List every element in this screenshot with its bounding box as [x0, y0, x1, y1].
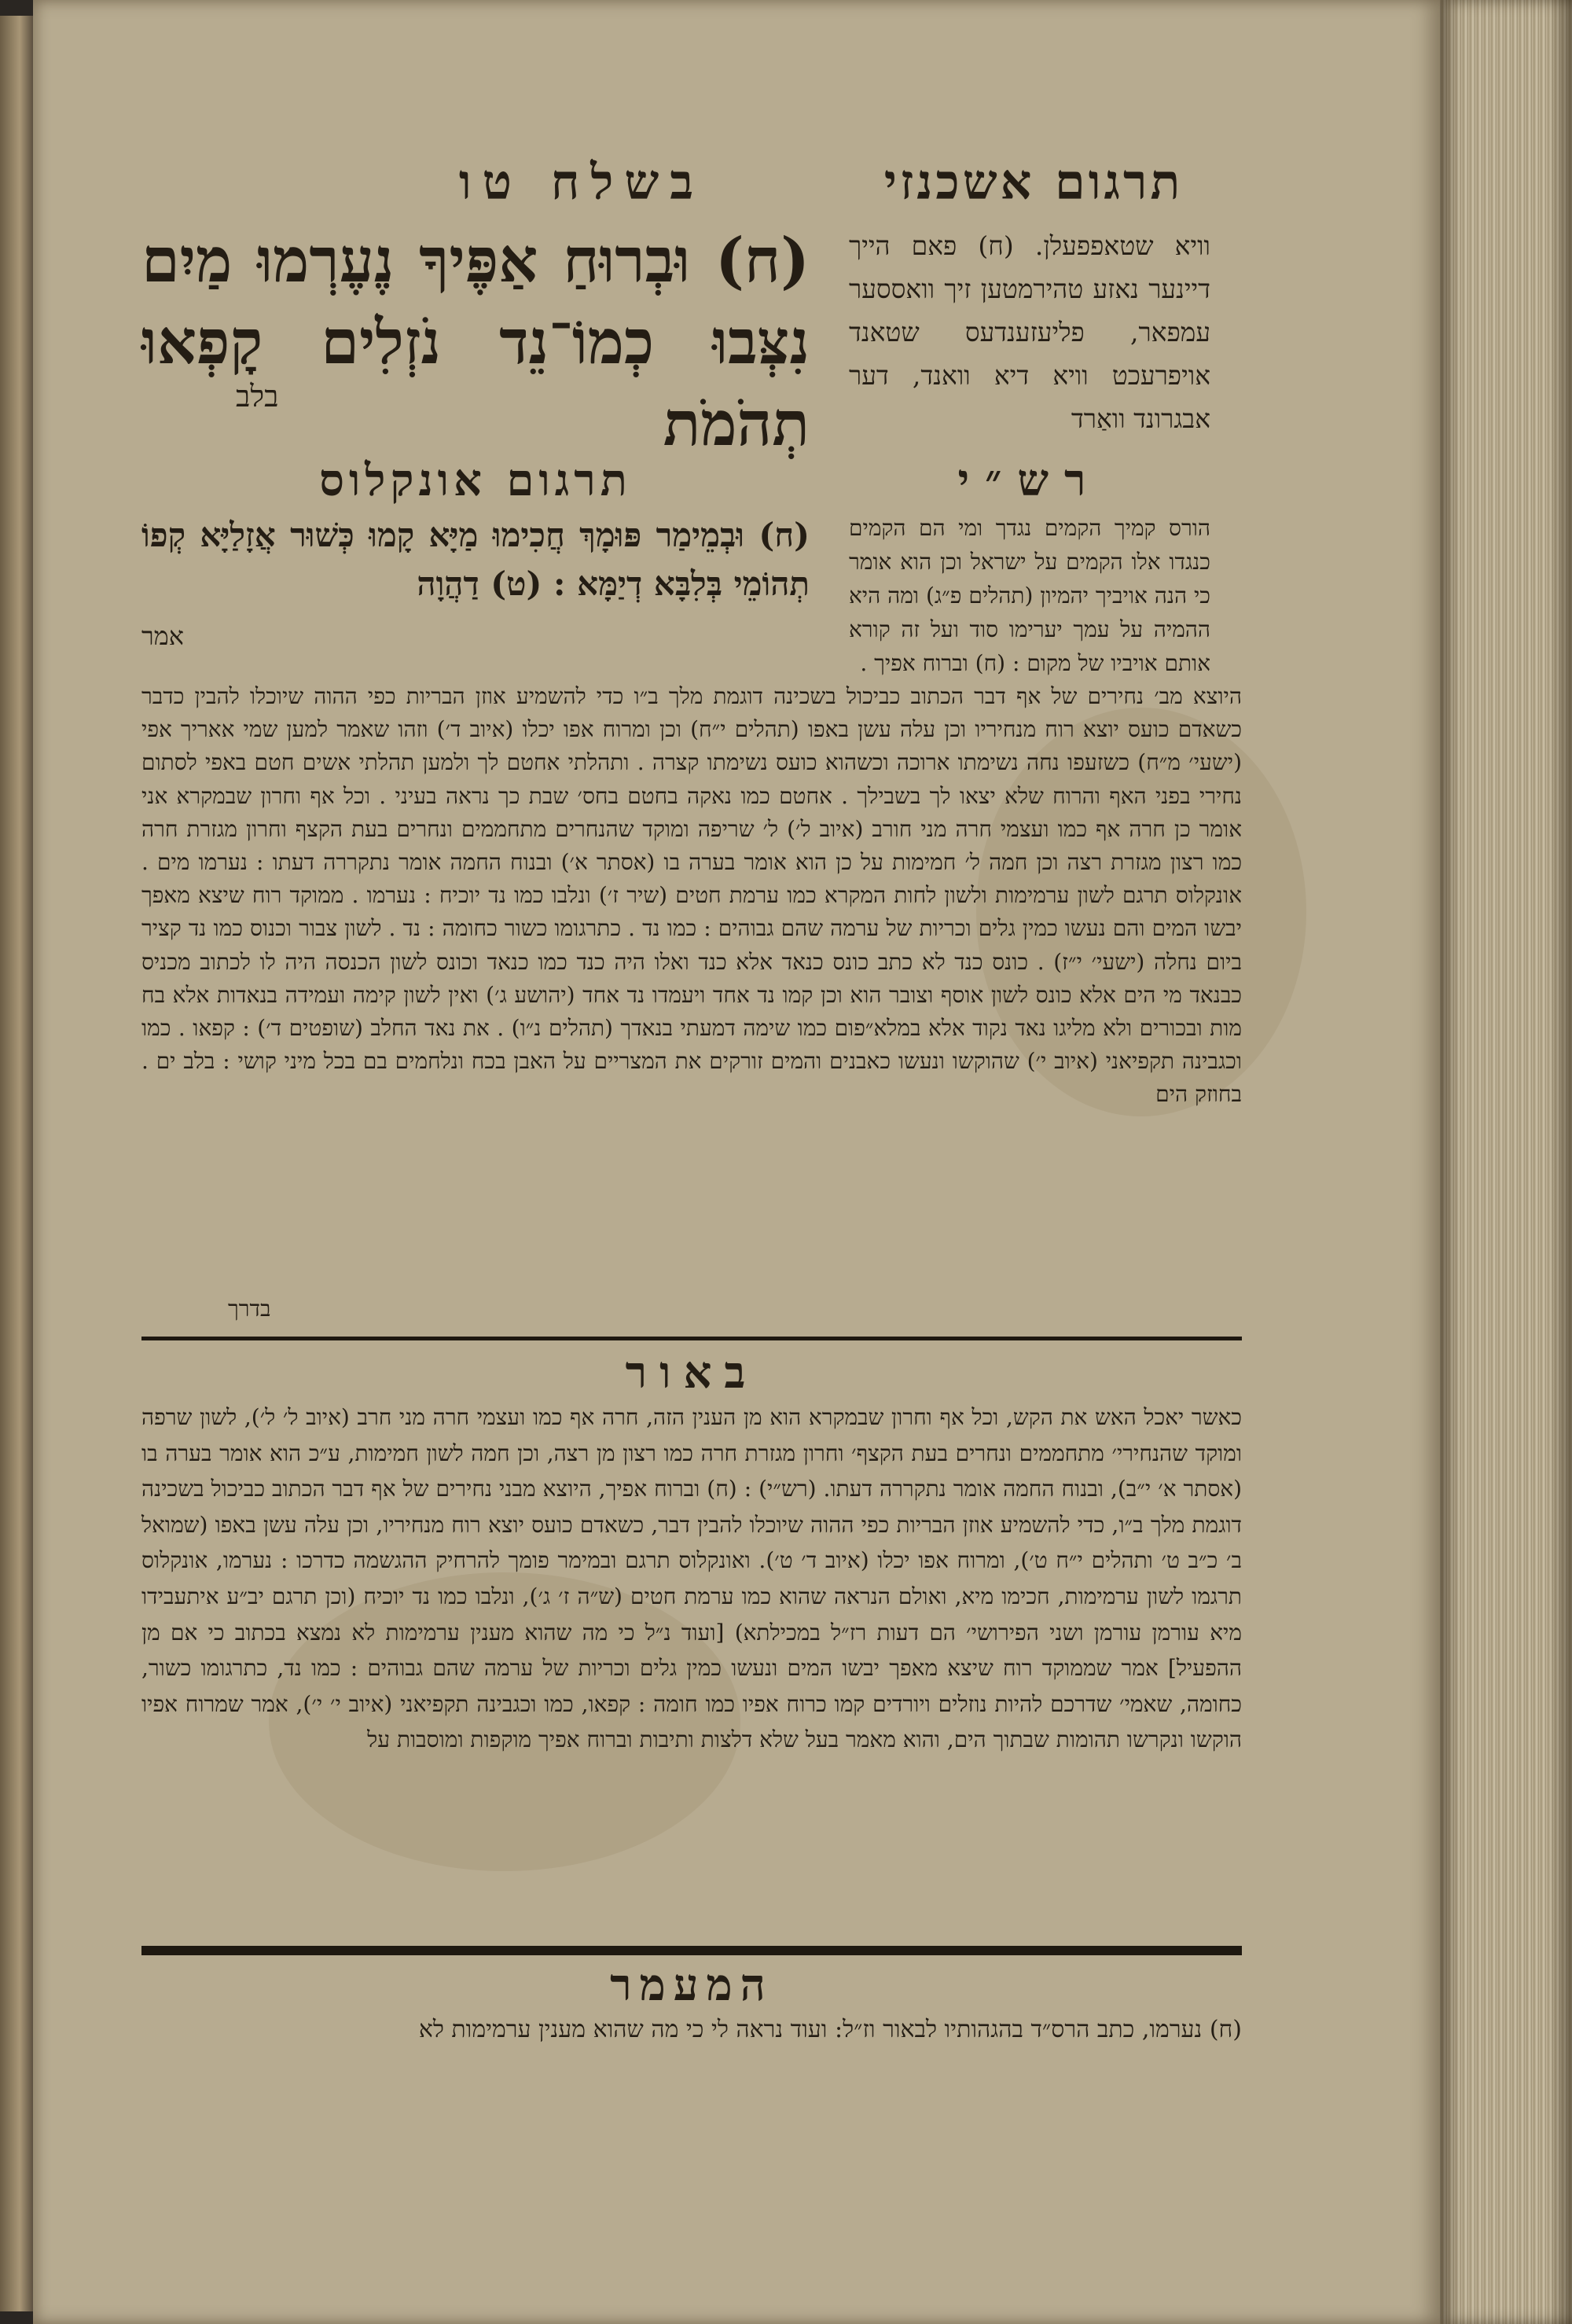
- running-head-right: תרגום אשכנזי: [883, 153, 1184, 211]
- rashi-top-text: הורס קמיך הקמים נגדך ומי הם הקמים כנגדו אלו הקמים על ישראל וכן הוא אומר כי הנה אויביך יהמיון (תהלים פ״ג) ומה היא ההמיה על עמך יערימו סוד ועל זה קורא אותם אויביו של מקום : (ח) וברוח אפיך .: [849, 515, 1210, 676]
- running-head-left: בשלח טו: [458, 153, 705, 211]
- page-stack-edge: [1440, 0, 1572, 2324]
- meamer-title: המעמר: [610, 1959, 773, 2011]
- verse-catchword: בלב: [236, 379, 279, 414]
- onkelos-catchword: אמר: [141, 621, 184, 651]
- rashi-main-text: היוצא מב׳ נחירים של אף דבר הכתוב כביכול בשכינה דוגמת מלך ב״ו כדי להשמיע אוזן הבריות כפי ההוה שיוכלו להבין כדבר כשאדם כועס יוצא רוח מנחיריו וכן עלה עשן באפו (תהלים י״ח) וכן ומרוח אפו יכלו (איוב ד׳) וזהו שאמר למען שמי אאריך אפי (ישעי׳ מ״ח) כשזעפו נחה נשימתו ארוכה וכשהוא כועס נשימתו קצרה . ותהלתי אחטם לך ולמען תהלתי אשים חטם באפי לסתום נחירי בפני האף והרוח שלא יצאו לך בשבילך . אחטם כמו נאקה בחטם בחס׳ שבת כך נראה בעיני . וכל אף וחרון שבמקרא אני אומר כן חרה אף כמו ועצמי חרה מני חורב (איוב ל׳) ל׳ שריפה ומוקד שהנחרים מתחממים ונחרים בעת הקצף וחרון מגזרת חרה כמו רצון מגזרת רצה וכן חמה ל׳ חמימות על כן הוא אומר בערה בו (אסתר א׳) ובנוח החמה אומר נתקררה דעתו : נערמו מים . אונקלוס תרגם לשון ערמימות ולשון לחות המקרא כמו ערמת חטים (שיר ז׳) ונלבו כמו נד יוכיח : נערמו . ממוקד רוח שיצא מאפך יבשו המים והם נעשו כמין גלים וכריות של ערמה שהם גבוהים : כמו נד . כתרגומו כשור כחומה : נד . לשון צבור וכנוס כמו נד קציר ביום נחלה (ישעי׳ י״ז) . כונס כנד לא כתב כונס כנאד אלא כנד ואלו היה כנד כמו כנאד וכונס לשון הכנסה היה לו לכתוב מכניס כבנאד מי הים אלא כונס לשון אוסף וצובר הוא וכן קמו נד אחד ויעמדו נד אחד (יהושע ג׳) ואין לשון קימה ועמידה בנאדות אלא בח מות ובכורים ולא מליגו נאד נקוד אלא במלא״פום כמו שימה דמעתי בנאדך (תהלים נ״ו) . את נאד החלב (שופטים ד׳) : קפאו . כמו וכגבינה תקפיאני (איוב י׳) שהוקשו ונעשו כאבנים והמים זורקים את המצריים על האבן בכח ונלחמים בם בכל מיני קושי : בלב ים . בחוזק הים: [141, 683, 1242, 1108]
- rashi-title: רש״י: [957, 454, 1102, 506]
- biur-text: כאשר יאכל האש את הקש, וכל אף וחרון שבמקרא הוא מן הענין הזה, חרה אף כמו ועצמי חרה מני חרב (איוב ל׳ ל׳), לשון שרפה ומוקד שהנחירי׳ מתחממים ונחרים בעת הקצף׳ וחרון מגזרת חרה כמו רצון מן רצה, וכן חמה לשון חמימות, ע״כ הוא אומר בערה בו (אסתר א׳ י״ב), ובנוח החמה אומר נתקררה דעתו. (רש״י) : (ח) וברוח אפיך, היוצא מבני נחירים של אף דבר הכתוב כביכול בשכינה דוגמת מלך ב״ו, כדי להשמיע אוזן הבריות כפי ההוה שיוכלו להבין דבר, כשאדם כועס יוצא רוח מנחיריו, וכן עלה עשן באפו (שמואל ב׳ כ״ב ט׳ ותהלים י״ח ט׳), ומרוח אפו יכלו (איוב ד׳ ט׳). ואונקלוס תרגם ובמימר פומך להרחיק ההגשמה כדרכו : נערמו, אונקלוס תרגמו לשון ערמימות, חכימו מיא, ואולם הנראה שהוא כמו ערמת חטים (ש״ה ז׳ ג׳), ונלבו כמו נד יוכיח (וכן תרגם יב״ע איתעבידו מיא עורמן עורמן ושני הפירושי׳ הם דעות רז״ל במכילתא) [ועוד נ״ל כי מה שהוא מענין ערמימות לא נמצא בכתוב כי אם מן ההפעיל] אמר שממוקד רוח שיצא מאפך יבשו המים ונעשו כמין גלים וכריות של ערמה שהם גבוהים : כמו נד, כתרגומו כשור, כחומה, שאמי׳ שדרכם להיות נוזלים ויורדים קמו כרוח אפיו כמו חומה : קפאו, כמו וכגבינה תקפיאני (איוב י׳ י׳), אמר שמרוח אפיו הוקשו ונקרשו תהומות שבתוך הים, והוא מאמר בעל שלא דלצות ותיבות וברוח אפיך מוקפות ומוסבות על: [141, 1404, 1242, 1753]
- meamer-text: (ח) נערמו, כתב הרס״ד בהגהותיו לבאור וז״ל: ועוד נראה לי כי מה שהוא מענין ערמימות לא: [418, 2016, 1242, 2043]
- targum-ashkenazi-text: וויא שטאפפעלן. (ח) פאם הייך דיינער נאזע טהירמטען זיך וואססער עמפאר, פליעזענדעס שטאנד אויפרעכט וויא דיא וואנד, דער אבגרונד וואַרד: [849, 230, 1210, 434]
- divider-rule-thick: [141, 1946, 1242, 1955]
- verse-text: (ח) וּבְרוּחַ אַפֶּיךָ נֶעֶרְמוּ מַיִם נִצְּבוּ כְמוֹ־נֵד נֹזְלִים קָפְאוּ תְהֹמֹת: [141, 225, 810, 460]
- onkelos-title: תרגום אונקלוס: [319, 454, 632, 506]
- rashi-catchword: בדרך: [228, 1296, 271, 1322]
- left-page-edge: [0, 16, 33, 2311]
- stack-shadow: [1548, 0, 1572, 2324]
- divider-rule: [141, 1337, 1242, 1340]
- onkelos-text: (ח) וּבְמֵימַר פּוּמָךְ חֲכִימוּ מַיָּא קָמוּ כְּשׁוּר אֲזָלַיָּא קְפוֹ תְהוֹמֵי בְּלִבָּא דְיַמָּא : (ט) דַהֲוָה: [141, 516, 810, 603]
- biur-title: באור: [625, 1347, 758, 1399]
